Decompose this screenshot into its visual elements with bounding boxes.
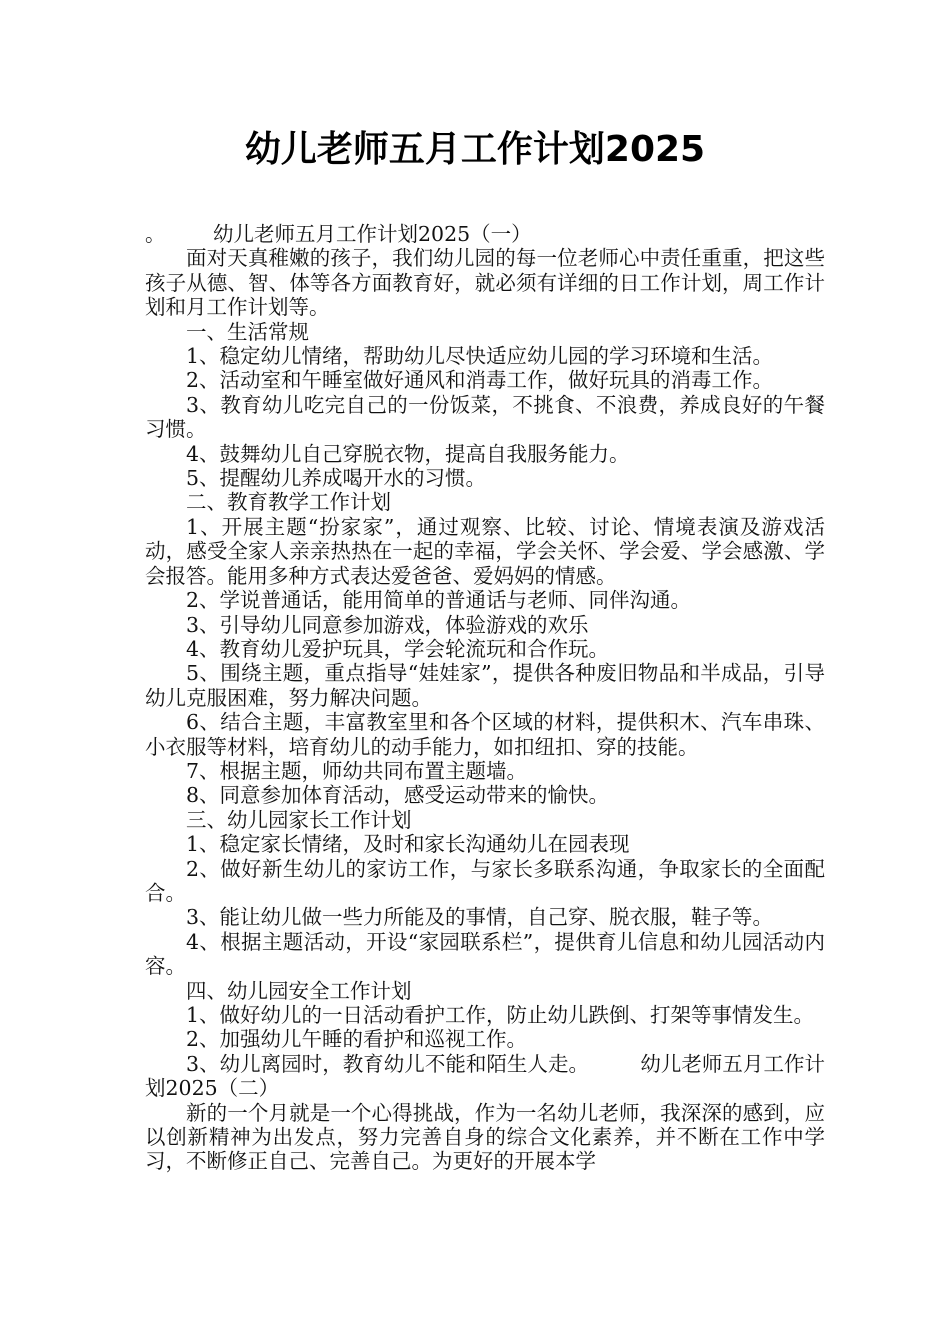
list-item: 1、稳定家长情绪，及时和家长沟通幼儿在园表现	[186, 832, 630, 857]
list-item: 2、学说普通话，能用简单的普通话与老师、同伴沟通。	[186, 588, 692, 613]
section-heading: 一、生活常规	[186, 319, 309, 344]
list-item: 3、幼儿离园时，教育幼儿不能和陌生人走。 幼儿老师五月工作计划2025（二）	[145, 1051, 825, 1101]
list-item: 2、活动室和午睡室做好通风和消毒工作，做好玩具的消毒工作。	[186, 368, 774, 393]
paragraph: 面对天真稚嫩的孩子，我们幼儿园的每一位老师心中责任重重，把这些孩子从德、智、体等各方面教育好，就必须有详细的日工作计划，周工作计划和月工作计划等。	[145, 246, 825, 320]
section-heading: 四、幼儿园安全工作计划	[186, 978, 412, 1003]
paragraph: 新的一个月就是一个心得挑战，作为一名幼儿老师，我深深的感到，应以创新精神为出发点，努力完善自身的综合文化素养，并不断在工作中学习，不断修正自己、完善自己。为更好的开展本学	[145, 1100, 825, 1174]
list-item: 1、做好幼儿的一日活动看护工作，防止幼儿跌倒、打架等事情发生。	[186, 1003, 815, 1027]
document-title: 幼儿老师五月工作计划2025	[244, 129, 706, 170]
paragraph-text: 幼儿老师五月工作计划2025（一）	[213, 222, 532, 246]
list-item: 3、引导幼儿同意参加游戏，体验游戏的欢乐	[186, 612, 589, 637]
list-item: 3、能让幼儿做一些力所能及的事情，自己穿、脱衣服，鞋子等。	[186, 905, 774, 930]
list-item: 1、开展主题“扮家家”，通过观察、比较、讨论、情境表演及游戏活动，感受全家人亲亲热热在一起的幸福，学会关怀、学会爱、学会感激、学会报答。能用多种方式表达爱爸爸、爱妈妈的情感。	[145, 514, 825, 588]
list-item: 5、围绕主题，重点指导“娃娃家”，提供各种废旧物品和半成品，引导幼儿克服困难，努力解决问题。	[145, 661, 825, 710]
list-item: 3、教育幼儿吃完自己的一份饭菜，不挑食、不浪费，养成良好的午餐习惯。	[145, 392, 825, 442]
section-heading: 二、教育教学工作计划	[186, 490, 391, 515]
list-item: 4、鼓舞幼儿自己穿脱衣物，提高自我服务能力。	[186, 441, 630, 466]
list-item: 8、同意参加体育活动，感受运动带来的愉快。	[186, 783, 610, 808]
list-item: 6、结合主题，丰富教室里和各个区域的材料，提供积木、汽车串珠、小衣服等材料，培育幼儿的动手能力，如扣纽扣、穿的技能。	[145, 710, 825, 759]
document-body	[145, 222, 825, 1174]
section-heading-plan-one	[145, 222, 825, 246]
list-item: 7、根据主题，师幼共同布置主题墙。	[186, 758, 528, 783]
section-heading: 三、幼儿园家长工作计划	[186, 807, 412, 832]
lead-mark: 。	[145, 222, 166, 246]
list-item: 2、做好新生幼儿的家访工作，与家长多联系沟通，争取家长的全面配合。	[145, 856, 825, 905]
list-item: 4、根据主题活动，开设“家园联系栏”，提供育儿信息和幼儿园活动内容。	[145, 929, 825, 979]
list-item: 1、稳定幼儿情绪，帮助幼儿尽快适应幼儿园的学习环境和生活。	[186, 344, 774, 369]
list-item: 5、提醒幼儿养成喝开水的习惯。	[186, 466, 487, 491]
list-item: 2、加强幼儿午睡的看护和巡视工作。	[186, 1027, 528, 1052]
list-item: 4、教育幼儿爱护玩具，学会轮流玩和合作玩。	[186, 636, 610, 661]
